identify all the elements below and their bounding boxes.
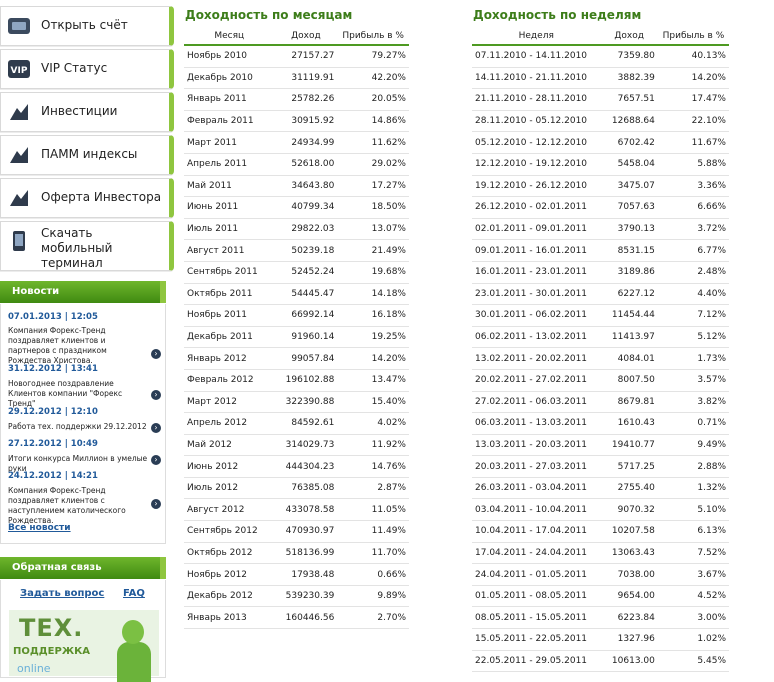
cell-income: 29822.03	[275, 218, 338, 240]
cell-period: Сентябрь 2012	[184, 521, 275, 543]
cell-profit: 5.12%	[658, 326, 729, 348]
cell-income: 91960.14	[275, 326, 338, 348]
table-row	[184, 348, 409, 370]
news-header: Новости	[0, 281, 166, 303]
cell-period: 06.03.2011 - 13.03.2011	[472, 413, 601, 435]
column-header-profit: Прибыль в %	[658, 28, 729, 45]
cell-income: 54445.47	[275, 283, 338, 305]
table-row	[472, 477, 729, 499]
cell-period: Октябрь 2012	[184, 542, 275, 564]
table-row	[472, 240, 729, 262]
cell-profit: 3.67%	[658, 564, 729, 586]
arrow-right-icon[interactable]: ›	[151, 455, 161, 465]
cell-period: 20.02.2011 - 27.02.2011	[472, 369, 601, 391]
cell-profit: 19.25%	[337, 326, 409, 348]
cell-period: 19.12.2010 - 26.12.2010	[472, 175, 601, 197]
monthly-title: Доходность по месяцам	[185, 8, 353, 22]
cell-income: 30915.92	[275, 110, 338, 132]
menu-vip-status[interactable]	[0, 49, 174, 89]
arrow-right-icon[interactable]: ›	[151, 349, 161, 359]
table-row	[184, 456, 409, 478]
table-row	[184, 499, 409, 521]
cell-income: 9654.00	[601, 585, 658, 607]
cell-income: 5458.04	[601, 153, 658, 175]
news-date: 07.01.2013 | 12:05	[8, 312, 98, 322]
cell-period: Ноябрь 2012	[184, 564, 275, 586]
cell-income: 10207.58	[601, 521, 658, 543]
cell-period: 14.11.2010 - 21.11.2010	[472, 67, 601, 89]
table-row	[184, 132, 409, 154]
cell-profit: 6.13%	[658, 521, 729, 543]
cell-income: 76385.08	[275, 477, 338, 499]
cell-income: 518136.99	[275, 542, 338, 564]
cell-period: 05.12.2010 - 12.12.2010	[472, 132, 601, 154]
cell-income: 160446.56	[275, 607, 338, 629]
cell-income: 24934.99	[275, 132, 338, 154]
cell-period: Ноябрь 2010	[184, 45, 275, 67]
table-row	[472, 261, 729, 283]
table-row	[472, 132, 729, 154]
news-date: 27.12.2012 | 10:49	[8, 439, 98, 449]
support-operator-icon	[117, 642, 151, 682]
cell-income: 50239.18	[275, 240, 338, 262]
cell-income: 34643.80	[275, 175, 338, 197]
cell-profit: 18.50%	[337, 197, 409, 219]
cell-profit: 2.48%	[658, 261, 729, 283]
table-row	[184, 521, 409, 543]
sidebar	[0, 0, 172, 678]
cell-period: Июнь 2011	[184, 197, 275, 219]
table-row	[184, 240, 409, 262]
news-link[interactable]: Новогоднее поздравление Клиентов компании "Форекс Тренд"	[8, 379, 123, 408]
cell-income: 9070.32	[601, 499, 658, 521]
cell-income: 40799.34	[275, 197, 338, 219]
cell-period: 22.05.2011 - 29.05.2011	[472, 650, 601, 672]
cell-profit: 5.45%	[658, 650, 729, 672]
cell-period: Июль 2012	[184, 477, 275, 499]
cell-period: 02.01.2011 - 09.01.2011	[472, 218, 601, 240]
cell-profit: 13.07%	[337, 218, 409, 240]
menu-open-account-label: Открыть счёт	[41, 18, 128, 32]
cell-period: Февраль 2011	[184, 110, 275, 132]
cell-period: Декабрь 2012	[184, 585, 275, 607]
table-row	[472, 607, 729, 629]
cell-income: 3475.07	[601, 175, 658, 197]
cell-profit: 14.18%	[337, 283, 409, 305]
cell-profit: 22.10%	[658, 110, 729, 132]
feedback-box	[0, 580, 166, 678]
table-row	[472, 305, 729, 327]
cell-period: 30.01.2011 - 06.02.2011	[472, 305, 601, 327]
table-row	[184, 45, 409, 67]
table-row	[184, 326, 409, 348]
table-row	[472, 456, 729, 478]
cell-profit: 6.77%	[658, 240, 729, 262]
cell-income: 6227.12	[601, 283, 658, 305]
cell-profit: 3.82%	[658, 391, 729, 413]
cell-period: Март 2012	[184, 391, 275, 413]
cell-profit: 1.73%	[658, 348, 729, 370]
table-row	[472, 413, 729, 435]
cell-period: 27.02.2011 - 06.03.2011	[472, 391, 601, 413]
cell-income: 25782.26	[275, 89, 338, 111]
cell-income: 4084.01	[601, 348, 658, 370]
table-row	[472, 89, 729, 111]
support-banner-online: online	[17, 662, 51, 675]
table-row	[472, 45, 729, 67]
support-banner-title: ТЕХ.	[19, 614, 84, 642]
cell-profit: 11.05%	[337, 499, 409, 521]
table-row	[184, 542, 409, 564]
table-row	[472, 434, 729, 456]
cell-income: 13063.43	[601, 542, 658, 564]
cell-period: 16.01.2011 - 23.01.2011	[472, 261, 601, 283]
cell-profit: 14.86%	[337, 110, 409, 132]
news-date: 24.12.2012 | 14:21	[8, 471, 98, 481]
cell-period: 03.04.2011 - 10.04.2011	[472, 499, 601, 521]
table-row	[472, 348, 729, 370]
news-link[interactable]: Итоги конкурса Миллион в умелые руки	[8, 454, 148, 473]
table-row	[184, 110, 409, 132]
cell-period: Октябрь 2011	[184, 283, 275, 305]
mobile-icon	[7, 229, 31, 253]
cell-period: Январь 2013	[184, 607, 275, 629]
cell-profit: 0.71%	[658, 413, 729, 435]
cell-profit: 40.13%	[658, 45, 729, 67]
menu-investor-offer[interactable]	[0, 178, 174, 218]
table-row	[184, 261, 409, 283]
table-row	[184, 391, 409, 413]
table-row	[184, 89, 409, 111]
cell-profit: 3.57%	[658, 369, 729, 391]
table-row	[472, 153, 729, 175]
cell-profit: 2.87%	[337, 477, 409, 499]
cell-profit: 11.70%	[337, 542, 409, 564]
cell-period: 12.12.2010 - 19.12.2010	[472, 153, 601, 175]
cell-income: 7038.00	[601, 564, 658, 586]
news-link[interactable]: Работа тех. поддержки 29.12.2012	[8, 422, 147, 431]
cell-period: Май 2011	[184, 175, 275, 197]
menu-open-account[interactable]	[0, 6, 174, 46]
card-icon	[7, 14, 31, 38]
table-row	[472, 175, 729, 197]
cell-period: Апрель 2012	[184, 413, 275, 435]
svg-text:VIP: VIP	[10, 66, 28, 76]
cell-period: 10.04.2011 - 17.04.2011	[472, 521, 601, 543]
cell-profit: 14.20%	[337, 348, 409, 370]
cell-period: 09.01.2011 - 16.01.2011	[472, 240, 601, 262]
cell-period: 23.01.2011 - 30.01.2011	[472, 283, 601, 305]
cell-income: 17938.48	[275, 564, 338, 586]
cell-profit: 3.72%	[658, 218, 729, 240]
table-row	[472, 585, 729, 607]
cell-income: 12688.64	[601, 110, 658, 132]
column-header-profit: Прибыль в %	[337, 28, 409, 45]
table-row	[184, 175, 409, 197]
cell-period: Декабрь 2010	[184, 67, 275, 89]
table-row	[472, 110, 729, 132]
table-row	[184, 413, 409, 435]
table-header-row	[184, 28, 409, 45]
table-row	[472, 391, 729, 413]
table-row	[184, 564, 409, 586]
cell-period: 08.05.2011 - 15.05.2011	[472, 607, 601, 629]
table-row	[184, 153, 409, 175]
table-row	[184, 305, 409, 327]
news-link[interactable]: Компания Форекс-Тренд поздравляет клиентов с наступлением католического Рождества.	[8, 486, 126, 525]
table-row	[472, 197, 729, 219]
pamm-icon	[7, 143, 31, 167]
table-row	[472, 218, 729, 240]
cell-period: 17.04.2011 - 24.04.2011	[472, 542, 601, 564]
cell-income: 6223.84	[601, 607, 658, 629]
cell-period: 13.03.2011 - 20.03.2011	[472, 434, 601, 456]
table-row	[184, 607, 409, 629]
column-header-income: Доход	[275, 28, 338, 45]
cell-period: 15.05.2011 - 22.05.2011	[472, 629, 601, 651]
news-box	[0, 304, 166, 544]
cell-income: 66992.14	[275, 305, 338, 327]
cell-income: 1327.96	[601, 629, 658, 651]
table-row	[472, 564, 729, 586]
cell-income: 6702.42	[601, 132, 658, 154]
cell-profit: 9.49%	[658, 434, 729, 456]
cell-income: 8679.81	[601, 391, 658, 413]
column-header-month: Месяц	[184, 28, 275, 45]
cell-period: Июль 2011	[184, 218, 275, 240]
cell-period: Август 2012	[184, 499, 275, 521]
table-row	[472, 369, 729, 391]
cell-income: 3189.86	[601, 261, 658, 283]
cell-period: 26.12.2010 - 02.01.2011	[472, 197, 601, 219]
table-row	[184, 283, 409, 305]
cell-profit: 4.40%	[658, 283, 729, 305]
cell-profit: 20.05%	[337, 89, 409, 111]
cell-period: 21.11.2010 - 28.11.2010	[472, 89, 601, 111]
arrow-right-icon[interactable]: ›	[151, 423, 161, 433]
feedback-header: Обратная связь	[0, 557, 166, 579]
cell-profit: 9.89%	[337, 585, 409, 607]
cell-period: Сентябрь 2011	[184, 261, 275, 283]
cell-profit: 7.52%	[658, 542, 729, 564]
cell-profit: 11.67%	[658, 132, 729, 154]
menu-pamm-indexes[interactable]	[0, 135, 174, 175]
cell-period: 28.11.2010 - 05.12.2010	[472, 110, 601, 132]
table-row	[472, 650, 729, 672]
arrow-right-icon[interactable]: ›	[151, 390, 161, 400]
menu-mobile-terminal[interactable]	[0, 221, 174, 271]
arrow-right-icon[interactable]: ›	[151, 499, 161, 509]
weekly-table	[472, 28, 729, 672]
cell-period: 07.11.2010 - 14.11.2010	[472, 45, 601, 67]
table-row	[472, 326, 729, 348]
menu-investments-label: Инвестиции	[41, 104, 118, 118]
weekly-title: Доходность по неделям	[473, 8, 642, 22]
vip-icon	[7, 57, 31, 81]
cell-profit: 5.10%	[658, 499, 729, 521]
all-news-link[interactable]: Все новости	[8, 523, 71, 533]
cell-profit: 13.47%	[337, 369, 409, 391]
monthly-table	[184, 28, 409, 629]
cell-profit: 3.36%	[658, 175, 729, 197]
table-row	[184, 67, 409, 89]
cell-income: 10613.00	[601, 650, 658, 672]
cell-period: Январь 2012	[184, 348, 275, 370]
cell-period: 06.02.2011 - 13.02.2011	[472, 326, 601, 348]
cell-income: 322390.88	[275, 391, 338, 413]
menu-mobile-terminal-label: Скачать мобильный терминал	[41, 226, 113, 270]
cell-profit: 11.92%	[337, 434, 409, 456]
cell-period: 01.05.2011 - 08.05.2011	[472, 585, 601, 607]
cell-income: 7657.51	[601, 89, 658, 111]
column-header-week: Неделя	[472, 28, 601, 45]
cell-profit: 17.27%	[337, 175, 409, 197]
cell-profit: 19.68%	[337, 261, 409, 283]
table-row	[184, 197, 409, 219]
cell-income: 444304.23	[275, 456, 338, 478]
cell-income: 8531.15	[601, 240, 658, 262]
cell-period: Февраль 2012	[184, 369, 275, 391]
cell-period: Июнь 2012	[184, 456, 275, 478]
menu-investments[interactable]	[0, 92, 174, 132]
cell-profit: 2.88%	[658, 456, 729, 478]
cell-period: 24.04.2011 - 01.05.2011	[472, 564, 601, 586]
cell-profit: 11.62%	[337, 132, 409, 154]
cell-income: 539230.39	[275, 585, 338, 607]
cell-income: 52618.00	[275, 153, 338, 175]
cell-profit: 6.66%	[658, 197, 729, 219]
cell-income: 2755.40	[601, 477, 658, 499]
cell-income: 84592.61	[275, 413, 338, 435]
cell-income: 433078.58	[275, 499, 338, 521]
cell-profit: 14.20%	[658, 67, 729, 89]
cell-income: 11454.44	[601, 305, 658, 327]
table-row	[472, 521, 729, 543]
news-link[interactable]: Компания Форекс-Тренд поздравляет клиентов и партнеров с праздником Рождества Христова.	[8, 326, 107, 365]
table-row	[184, 369, 409, 391]
table-row	[472, 499, 729, 521]
cell-income: 8007.50	[601, 369, 658, 391]
cell-profit: 1.02%	[658, 629, 729, 651]
cell-income: 52452.24	[275, 261, 338, 283]
cell-profit: 2.70%	[337, 607, 409, 629]
column-header-income: Доход	[601, 28, 658, 45]
cell-profit: 42.20%	[337, 67, 409, 89]
cell-profit: 15.40%	[337, 391, 409, 413]
table-row	[184, 477, 409, 499]
table-row	[184, 585, 409, 607]
cell-period: 26.03.2011 - 03.04.2011	[472, 477, 601, 499]
cell-profit: 17.47%	[658, 89, 729, 111]
cell-income: 7359.80	[601, 45, 658, 67]
cell-profit: 5.88%	[658, 153, 729, 175]
cell-period: Апрель 2011	[184, 153, 275, 175]
support-operator-head-icon	[122, 620, 144, 644]
cell-profit: 7.12%	[658, 305, 729, 327]
table-row	[184, 218, 409, 240]
cell-income: 27157.27	[275, 45, 338, 67]
cell-income: 470930.97	[275, 521, 338, 543]
cell-income: 3882.39	[601, 67, 658, 89]
cell-profit: 3.00%	[658, 607, 729, 629]
cell-income: 1610.43	[601, 413, 658, 435]
cell-income: 3790.13	[601, 218, 658, 240]
table-row	[184, 434, 409, 456]
cell-period: Май 2012	[184, 434, 275, 456]
cell-profit: 29.02%	[337, 153, 409, 175]
offer-icon	[7, 186, 31, 210]
cell-period: 20.03.2011 - 27.03.2011	[472, 456, 601, 478]
table-row	[472, 542, 729, 564]
cell-profit: 4.02%	[337, 413, 409, 435]
cell-income: 5717.25	[601, 456, 658, 478]
cell-income: 7057.63	[601, 197, 658, 219]
cell-period: 13.02.2011 - 20.02.2011	[472, 348, 601, 370]
cell-profit: 0.66%	[337, 564, 409, 586]
menu-investor-offer-label: Оферта Инвестора	[41, 190, 162, 204]
cell-income: 196102.88	[275, 369, 338, 391]
support-banner[interactable]	[9, 610, 159, 676]
cell-profit: 14.76%	[337, 456, 409, 478]
cell-profit: 1.32%	[658, 477, 729, 499]
faq-link[interactable]: FAQ	[123, 588, 145, 599]
table-row	[472, 283, 729, 305]
cell-income: 99057.84	[275, 348, 338, 370]
cell-income: 31119.91	[275, 67, 338, 89]
cell-period: Ноябрь 2011	[184, 305, 275, 327]
menu-pamm-indexes-label: ПАММ индексы	[41, 147, 138, 161]
table-row	[472, 67, 729, 89]
cell-profit: 21.49%	[337, 240, 409, 262]
cell-period: Март 2011	[184, 132, 275, 154]
table-header-row	[472, 28, 729, 45]
news-date: 31.12.2012 | 13:41	[8, 364, 98, 374]
news-date: 29.12.2012 | 12:10	[8, 407, 98, 417]
table-row	[472, 629, 729, 651]
cell-period: Декабрь 2011	[184, 326, 275, 348]
cell-profit: 79.27%	[337, 45, 409, 67]
cell-period: Январь 2011	[184, 89, 275, 111]
cell-income: 314029.73	[275, 434, 338, 456]
cell-profit: 16.18%	[337, 305, 409, 327]
investment-icon	[7, 100, 31, 124]
cell-income: 11413.97	[601, 326, 658, 348]
cell-period: Август 2011	[184, 240, 275, 262]
ask-question-link[interactable]: Задать вопрос	[20, 588, 105, 599]
cell-profit: 4.52%	[658, 585, 729, 607]
cell-profit: 11.49%	[337, 521, 409, 543]
cell-income: 19410.77	[601, 434, 658, 456]
support-banner-subtitle: ПОДДЕРЖКА	[13, 646, 90, 657]
menu-vip-status-label: VIP Статус	[41, 61, 108, 75]
